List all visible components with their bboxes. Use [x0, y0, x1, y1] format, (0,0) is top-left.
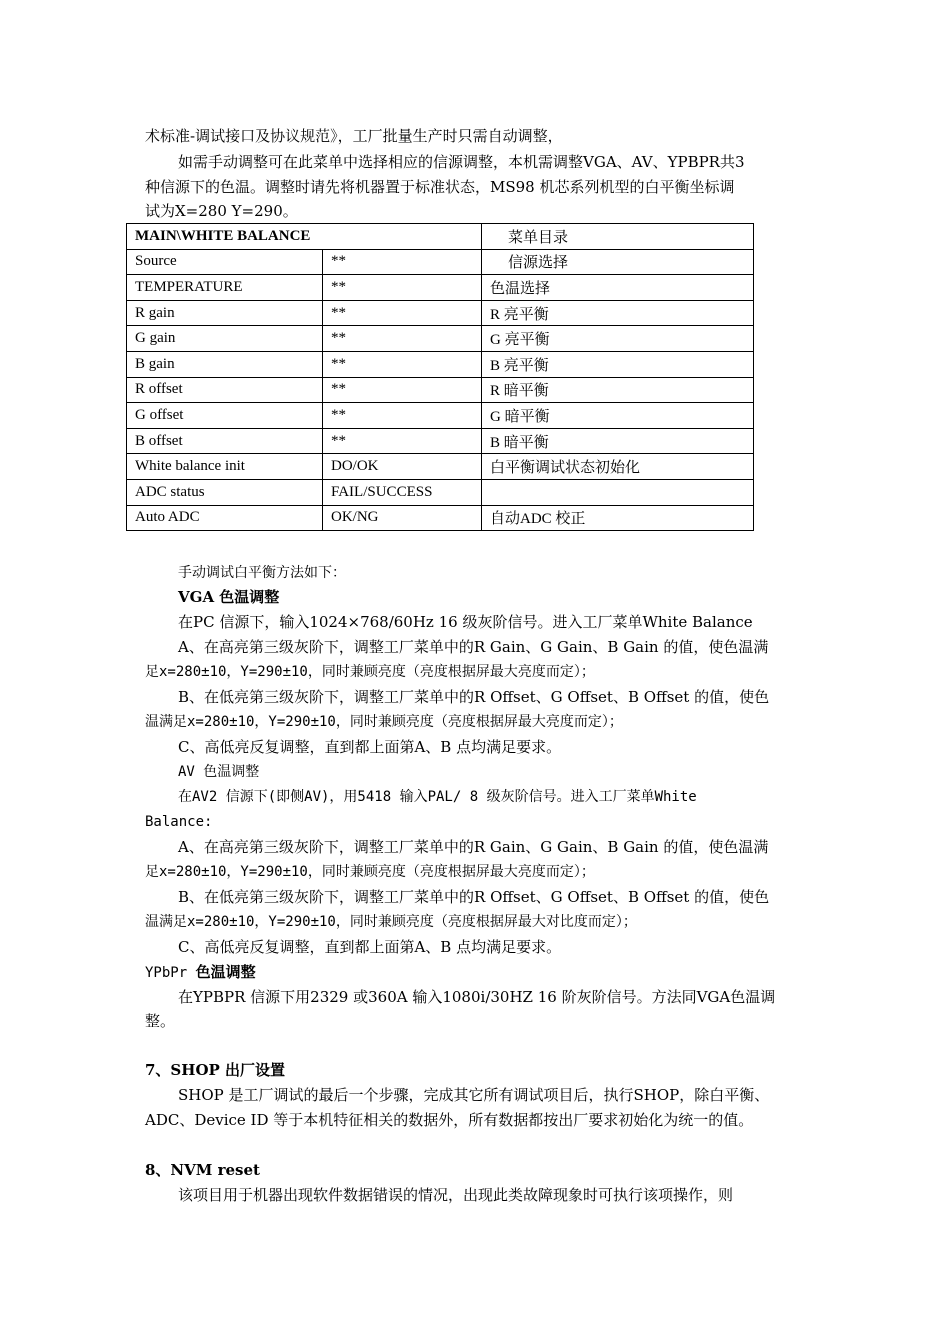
table-row — [127, 300, 754, 326]
av-step-c: C、高低亮反复调整，直到都上面第A、B 点均满足要求。 — [178, 938, 562, 956]
av-heading: AV 色温调整 — [178, 764, 260, 780]
shop-heading: 7、SHOP 出厂设置 — [145, 1061, 286, 1079]
row-desc: B 亮平衡 — [482, 351, 754, 377]
table-row — [127, 351, 754, 377]
ypbpr-heading-title: 色温调整 — [195, 964, 256, 981]
row-value: ** — [323, 249, 482, 275]
av-step-a-1: A、在高亮第三级灰阶下，调整工厂菜单中的R Gain、G Gain、B Gain 的值，使色温满 — [178, 838, 769, 856]
ypbpr-heading-prefix: YPbPr — [145, 965, 196, 981]
row-desc: R 暗平衡 — [482, 377, 754, 403]
ypbpr-heading — [145, 960, 810, 985]
av-signal-2: Balance: — [145, 814, 213, 830]
intro-line-3: 种信源下的色温。调整时请先将机器置于标准状态，MS98 机芯系列机型的白平衡坐标调 — [145, 178, 735, 196]
row-value: ** — [323, 351, 482, 377]
white-balance-table — [126, 223, 754, 531]
row-desc: G 亮平衡 — [482, 326, 754, 352]
row-value: ** — [323, 377, 482, 403]
row-name: R gain — [127, 300, 323, 326]
vga-step-a-2: 足x=280±10，Y=290±10，同时兼顾亮度（亮度根据屏最大亮度而定）； — [145, 664, 595, 680]
row-value: ** — [323, 300, 482, 326]
av-signal-1: 在AV2 信源下(即侧AV)，用5418 输入PAL/ 8 级灰阶信号。进入工厂菜单White — [178, 789, 697, 805]
av-step-b-2: 温满足x=280±10，Y=290±10，同时兼顾亮度（亮度根据屏最大对比度而定）； — [145, 914, 637, 930]
row-value: ** — [323, 428, 482, 454]
row-desc: B 暗平衡 — [482, 428, 754, 454]
table-row — [127, 505, 754, 531]
row-desc: 色温选择 — [482, 275, 754, 301]
table-header-desc: 菜单目录 — [482, 224, 754, 250]
vga-step-b-2: 温满足x=280±10，Y=290±10，同时兼顾亮度（亮度根据屏最大亮度而定）； — [145, 714, 623, 730]
table-row — [127, 479, 754, 505]
table-header-name: MAIN\WHITE BALANCE — [127, 224, 482, 250]
row-name: ADC status — [127, 479, 323, 505]
intro-line-2: 如需手动调整可在此菜单中选择相应的信源调整，本机需调整VGA、AV、YPBPR共3 — [178, 153, 745, 171]
row-desc — [482, 479, 754, 505]
row-name: TEMPERATURE — [127, 275, 323, 301]
row-value: ** — [323, 403, 482, 429]
ypbpr-text-1: 在YPBPR 信源下用2329 或360A 输入1080i/30HZ 16 阶灰阶信号。方法同VGA色温调 — [178, 988, 776, 1006]
row-name: White balance init — [127, 454, 323, 480]
table-row — [127, 454, 754, 480]
vga-step-b-1: B、在低亮第三级灰阶下，调整工厂菜单中的R Offset、G Offset、B Offset 的值，使色 — [178, 688, 770, 706]
table-row — [127, 275, 754, 301]
row-name: G gain — [127, 326, 323, 352]
intro-line-4: 试为X=280 Y=290。 — [145, 202, 298, 220]
row-name: G offset — [127, 403, 323, 429]
row-value: DO/OK — [323, 454, 482, 480]
row-name: Auto ADC — [127, 505, 323, 531]
table-row — [127, 326, 754, 352]
row-name: B gain — [127, 351, 323, 377]
table-header-row — [127, 224, 754, 250]
row-name: R offset — [127, 377, 323, 403]
vga-step-a-1: A、在高亮第三级灰阶下，调整工厂菜单中的R Gain、G Gain、B Gain 的值，使色温满 — [178, 638, 769, 656]
shop-text-1: SHOP 是工厂调试的最后一个步骤，完成其它所有调试项目后，执行SHOP，除白平衡、 — [178, 1086, 770, 1104]
table-row — [127, 377, 754, 403]
row-desc: G 暗平衡 — [482, 403, 754, 429]
table-row — [127, 428, 754, 454]
row-name: Source — [127, 249, 323, 275]
row-desc: R 亮平衡 — [482, 300, 754, 326]
table-row — [127, 249, 754, 275]
av-step-b-1: B、在低亮第三级灰阶下，调整工厂菜单中的R Offset、G Offset、B Offset 的值，使色 — [178, 888, 770, 906]
table-row — [127, 403, 754, 429]
manual-intro: 手动调试白平衡方法如下： — [178, 565, 346, 581]
av-step-a-2: 足x=280±10，Y=290±10，同时兼顾亮度（亮度根据屏最大亮度而定）； — [145, 864, 595, 880]
row-desc: 白平衡调试状态初始化 — [482, 454, 754, 480]
row-value: OK/NG — [323, 505, 482, 531]
row-desc: 信源选择 — [482, 249, 754, 275]
nvm-text-1: 该项目用于机器出现软件数据错误的情况，出现此类故障现象时可执行该项操作，则 — [178, 1186, 734, 1204]
intro-line-1: 术标准-调试接口及协议规范》，工厂批量生产时只需自动调整， — [145, 127, 563, 145]
ypbpr-text-2: 整。 — [145, 1012, 176, 1030]
row-value: ** — [323, 275, 482, 301]
vga-step-c: C、高低亮反复调整，直到都上面第A、B 点均满足要求。 — [178, 738, 562, 756]
shop-text-2: ADC、Device ID 等于本机特征相关的数据外，所有数据都按出厂要求初始化为统一的值。 — [145, 1111, 754, 1129]
vga-heading: VGA 色温调整 — [178, 588, 280, 606]
row-value: ** — [323, 326, 482, 352]
row-name: B offset — [127, 428, 323, 454]
row-desc: 自动ADC 校正 — [482, 505, 754, 531]
row-value: FAIL/SUCCESS — [323, 479, 482, 505]
nvm-heading: 8、NVM reset — [145, 1161, 260, 1179]
vga-signal: 在PC 信源下，输入1024×768/60Hz 16 级灰阶信号。进入工厂菜单White Balance — [178, 613, 753, 631]
